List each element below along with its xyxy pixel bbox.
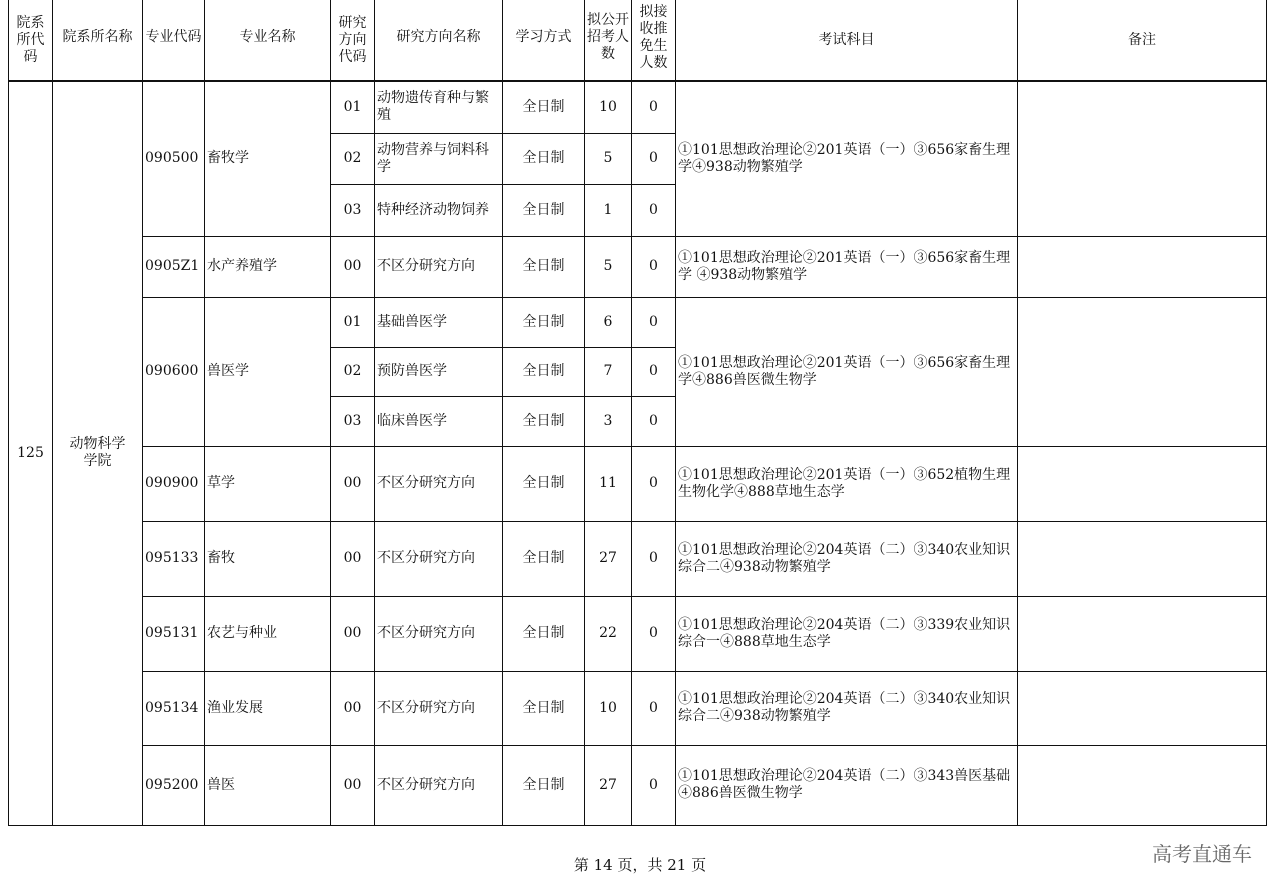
dir-code-cell: 00 [331, 745, 375, 825]
subjects-cell: ①101思想政治理论②201英语（一）③656家畜生理学 ④938动物繁殖学 [676, 236, 1018, 297]
quota-cell: 5 [585, 133, 632, 184]
exempt-cell: 0 [632, 596, 676, 671]
header-major-name: 专业名称 [205, 0, 331, 81]
dir-code-cell: 02 [331, 133, 375, 184]
major-name-cell: 草学 [205, 446, 331, 521]
study-mode-cell: 全日制 [503, 184, 585, 236]
subjects-cell: ①101思想政治理论②201英语（一）③656家畜生理学④938动物繁殖学 [676, 81, 1018, 236]
subjects-cell: ①101思想政治理论②204英语（二）③340农业知识综合二④938动物繁殖学 [676, 671, 1018, 745]
exempt-cell: 0 [632, 521, 676, 596]
exempt-cell: 0 [632, 347, 676, 396]
quota-cell: 3 [585, 396, 632, 446]
quota-cell: 10 [585, 671, 632, 745]
quota-cell: 22 [585, 596, 632, 671]
quota-cell: 6 [585, 297, 632, 347]
study-mode-cell: 全日制 [503, 596, 585, 671]
notes-cell [1018, 596, 1267, 671]
major-name-cell: 农艺与种业 [205, 596, 331, 671]
exempt-cell: 0 [632, 446, 676, 521]
dept-name-cell: 动物科学学院 [53, 81, 143, 825]
watermark: 高考直通车 [1152, 842, 1252, 866]
header-dept-code: 院系所代码 [9, 0, 53, 81]
subjects-cell: ①101思想政治理论②204英语（二）③340农业知识综合二④938动物繁殖学 [676, 521, 1018, 596]
quota-cell: 5 [585, 236, 632, 297]
dir-code-cell: 01 [331, 297, 375, 347]
quota-cell: 1 [585, 184, 632, 236]
dir-name-cell: 预防兽医学 [375, 347, 503, 396]
major-code-cell: 095200 [143, 745, 205, 825]
major-name-cell: 畜牧 [205, 521, 331, 596]
major-code-cell: 090600 [143, 297, 205, 446]
quota-cell: 7 [585, 347, 632, 396]
study-mode-cell: 全日制 [503, 81, 585, 133]
major-code-cell: 095131 [143, 596, 205, 671]
dir-name-cell: 不区分研究方向 [375, 446, 503, 521]
table-row [9, 446, 1267, 521]
dir-name-cell: 不区分研究方向 [375, 521, 503, 596]
table-row [9, 81, 1267, 133]
study-mode-cell: 全日制 [503, 745, 585, 825]
major-code-cell: 090900 [143, 446, 205, 521]
exempt-cell: 0 [632, 671, 676, 745]
table-row [9, 236, 1267, 297]
enrollment-table [8, 0, 1267, 826]
notes-cell [1018, 521, 1267, 596]
table-row [9, 671, 1267, 745]
major-code-cell: 095134 [143, 671, 205, 745]
study-mode-cell: 全日制 [503, 133, 585, 184]
dir-name-cell: 特种经济动物饲养 [375, 184, 503, 236]
dir-code-cell: 01 [331, 81, 375, 133]
header-quota: 拟公开招考人数 [585, 0, 632, 81]
study-mode-cell: 全日制 [503, 396, 585, 446]
header-notes: 备注 [1018, 0, 1267, 81]
header-major-code: 专业代码 [143, 0, 205, 81]
subjects-cell: ①101思想政治理论②201英语（一）③652植物生理生物化学④888草地生态学 [676, 446, 1018, 521]
exempt-cell: 0 [632, 297, 676, 347]
table-row [9, 745, 1267, 825]
subjects-cell: ①101思想政治理论②204英语（二）③339农业知识综合一④888草地生态学 [676, 596, 1018, 671]
dir-name-cell: 不区分研究方向 [375, 236, 503, 297]
dir-code-cell: 03 [331, 184, 375, 236]
dir-name-cell: 动物营养与饲料科学 [375, 133, 503, 184]
study-mode-cell: 全日制 [503, 347, 585, 396]
quota-cell: 11 [585, 446, 632, 521]
major-name-cell: 兽医 [205, 745, 331, 825]
subjects-cell: ①101思想政治理论②201英语（一）③656家畜生理学④886兽医微生物学 [676, 297, 1018, 446]
study-mode-cell: 全日制 [503, 671, 585, 745]
header-dir-name: 研究方向名称 [375, 0, 503, 81]
table-row [9, 297, 1267, 347]
exempt-cell: 0 [632, 133, 676, 184]
notes-cell [1018, 745, 1267, 825]
dir-code-cell: 00 [331, 596, 375, 671]
major-code-cell: 090500 [143, 81, 205, 236]
dir-name-cell: 基础兽医学 [375, 297, 503, 347]
table-row [9, 596, 1267, 671]
exempt-cell: 0 [632, 184, 676, 236]
major-name-cell: 兽医学 [205, 297, 331, 446]
quota-cell: 10 [585, 81, 632, 133]
dir-name-cell: 临床兽医学 [375, 396, 503, 446]
dir-code-cell: 00 [331, 236, 375, 297]
notes-cell [1018, 236, 1267, 297]
major-code-cell: 0905Z1 [143, 236, 205, 297]
major-code-cell: 095133 [143, 521, 205, 596]
dir-name-cell: 不区分研究方向 [375, 671, 503, 745]
major-name-cell: 畜牧学 [205, 81, 331, 236]
notes-cell [1018, 671, 1267, 745]
notes-cell [1018, 446, 1267, 521]
exempt-cell: 0 [632, 396, 676, 446]
quota-cell: 27 [585, 521, 632, 596]
header-row [9, 0, 1267, 81]
study-mode-cell: 全日制 [503, 446, 585, 521]
dir-code-cell: 00 [331, 671, 375, 745]
header-dir-code: 研究方向代码 [331, 0, 375, 81]
quota-cell: 27 [585, 745, 632, 825]
subjects-cell: ①101思想政治理论②204英语（二）③343兽医基础④886兽医微生物学 [676, 745, 1018, 825]
dept-code-cell: 125 [9, 81, 53, 825]
study-mode-cell: 全日制 [503, 236, 585, 297]
dir-code-cell: 03 [331, 396, 375, 446]
header-study-mode: 学习方式 [503, 0, 585, 81]
header-exempt: 拟接收推免生人数 [632, 0, 676, 81]
study-mode-cell: 全日制 [503, 297, 585, 347]
dir-name-cell: 不区分研究方向 [375, 596, 503, 671]
notes-cell [1018, 81, 1267, 236]
dir-name-cell: 动物遗传育种与繁殖 [375, 81, 503, 133]
major-name-cell: 水产养殖学 [205, 236, 331, 297]
study-mode-cell: 全日制 [503, 521, 585, 596]
exempt-cell: 0 [632, 745, 676, 825]
notes-cell [1018, 297, 1267, 446]
dir-code-cell: 00 [331, 521, 375, 596]
exempt-cell: 0 [632, 236, 676, 297]
header-subjects: 考试科目 [676, 0, 1018, 81]
header-dept-name: 院系所名称 [53, 0, 143, 81]
dir-name-cell: 不区分研究方向 [375, 745, 503, 825]
exempt-cell: 0 [632, 81, 676, 133]
dir-code-cell: 00 [331, 446, 375, 521]
page-number: 第 14 页，共 21 页 [573, 856, 707, 874]
dir-code-cell: 02 [331, 347, 375, 396]
major-name-cell: 渔业发展 [205, 671, 331, 745]
table-row [9, 521, 1267, 596]
